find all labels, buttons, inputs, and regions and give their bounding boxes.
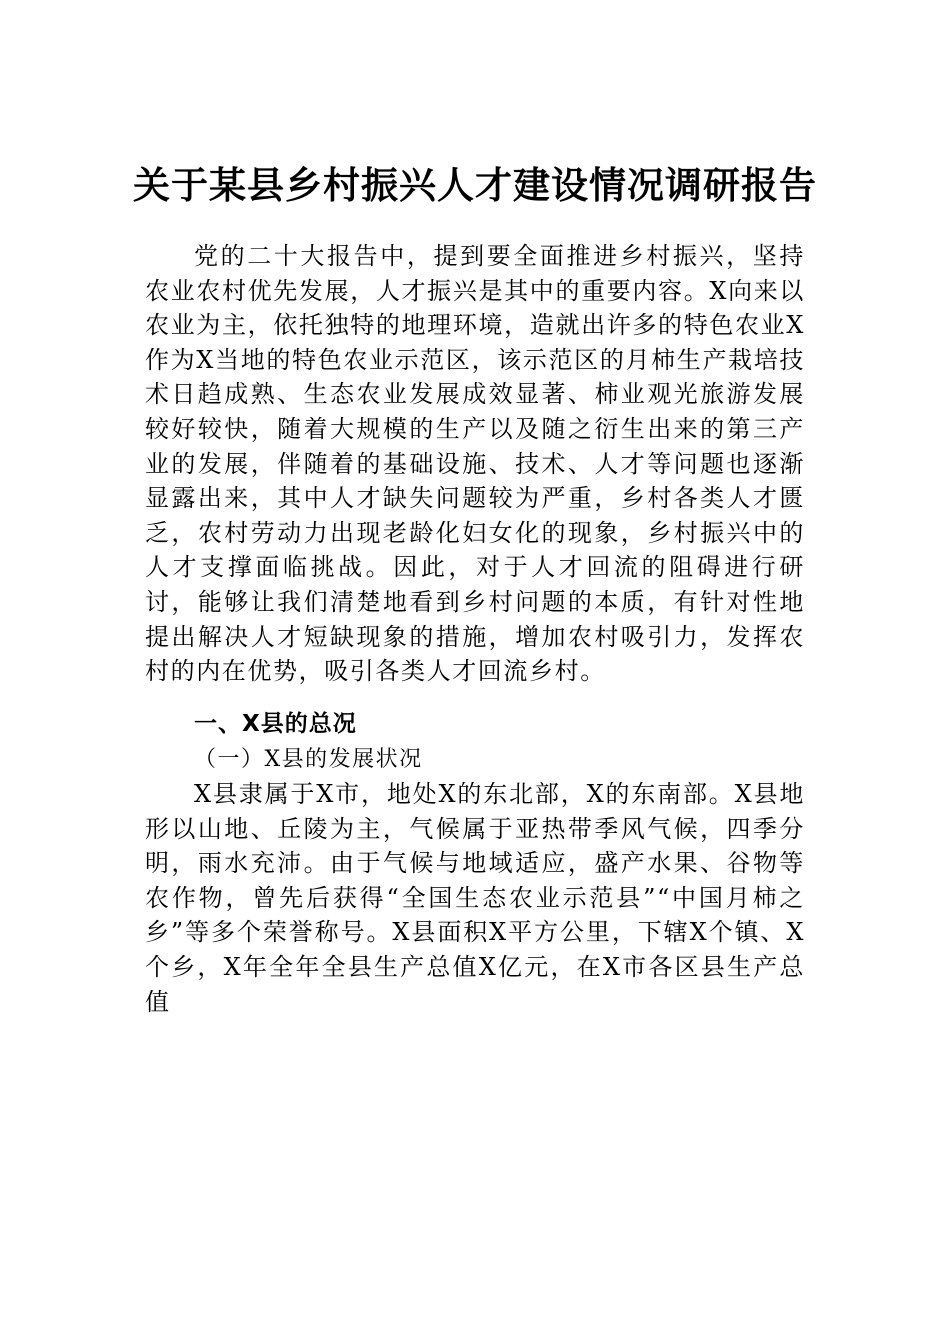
subsection-heading: （一）X县的发展状况 <box>194 747 423 772</box>
section-heading: 一、X县的总况 <box>194 711 357 737</box>
document-title: 关于某县乡村振兴人才建设情况调研报告 <box>133 163 817 207</box>
intro-paragraph: 党的二十大报告中，提到要全面推进乡村振兴，坚持农业农村优先发展，人才振兴是其中的重要内容。X向来以农业为主，依托独特的地理环境，造就出许多的特色农业X作为X当地的特色农业示范区，该示范区的月柿生产栽培技术日趋成熟、生态农业发展成效显著、柿业观光旅游发展较好较快，随着大规模的生产以及随之衍生出来的第三产业的发展，伴随着的基础设施、技术、人才等问题也逐渐显露出来，其中人才缺失问题较为严重，乡村各类人才匮乏，农村劳动力出现老龄化妇女化的现象，乡村振兴中的人才支撑面临挑战。因此，对于人才回流的阻碍进行研讨，能够让我们清楚地看到乡村问题的本质，有针对性地提出解决人才短缺现象的措施，增加农村吸引力，发挥农村的内在优势，吸引各类人才回流乡村。 <box>145 242 805 686</box>
county-overview-paragraph: X县隶属于X市，地处X的东北部，X的东南部。X县地形以山地、丘陵为主，气候属于亚热带季风气候，四季分明，雨水充沛。由于气候与地域适应，盛产水果、谷物等农作物，曾先后获得“全国生态农业示范县”“中国月柿之乡”等多个荣誉称号。X县面积X平方公里，下辖X个镇、X个乡，X年全年全县生产总值X亿元，在X市各区县生产总值 <box>145 780 805 1016</box>
